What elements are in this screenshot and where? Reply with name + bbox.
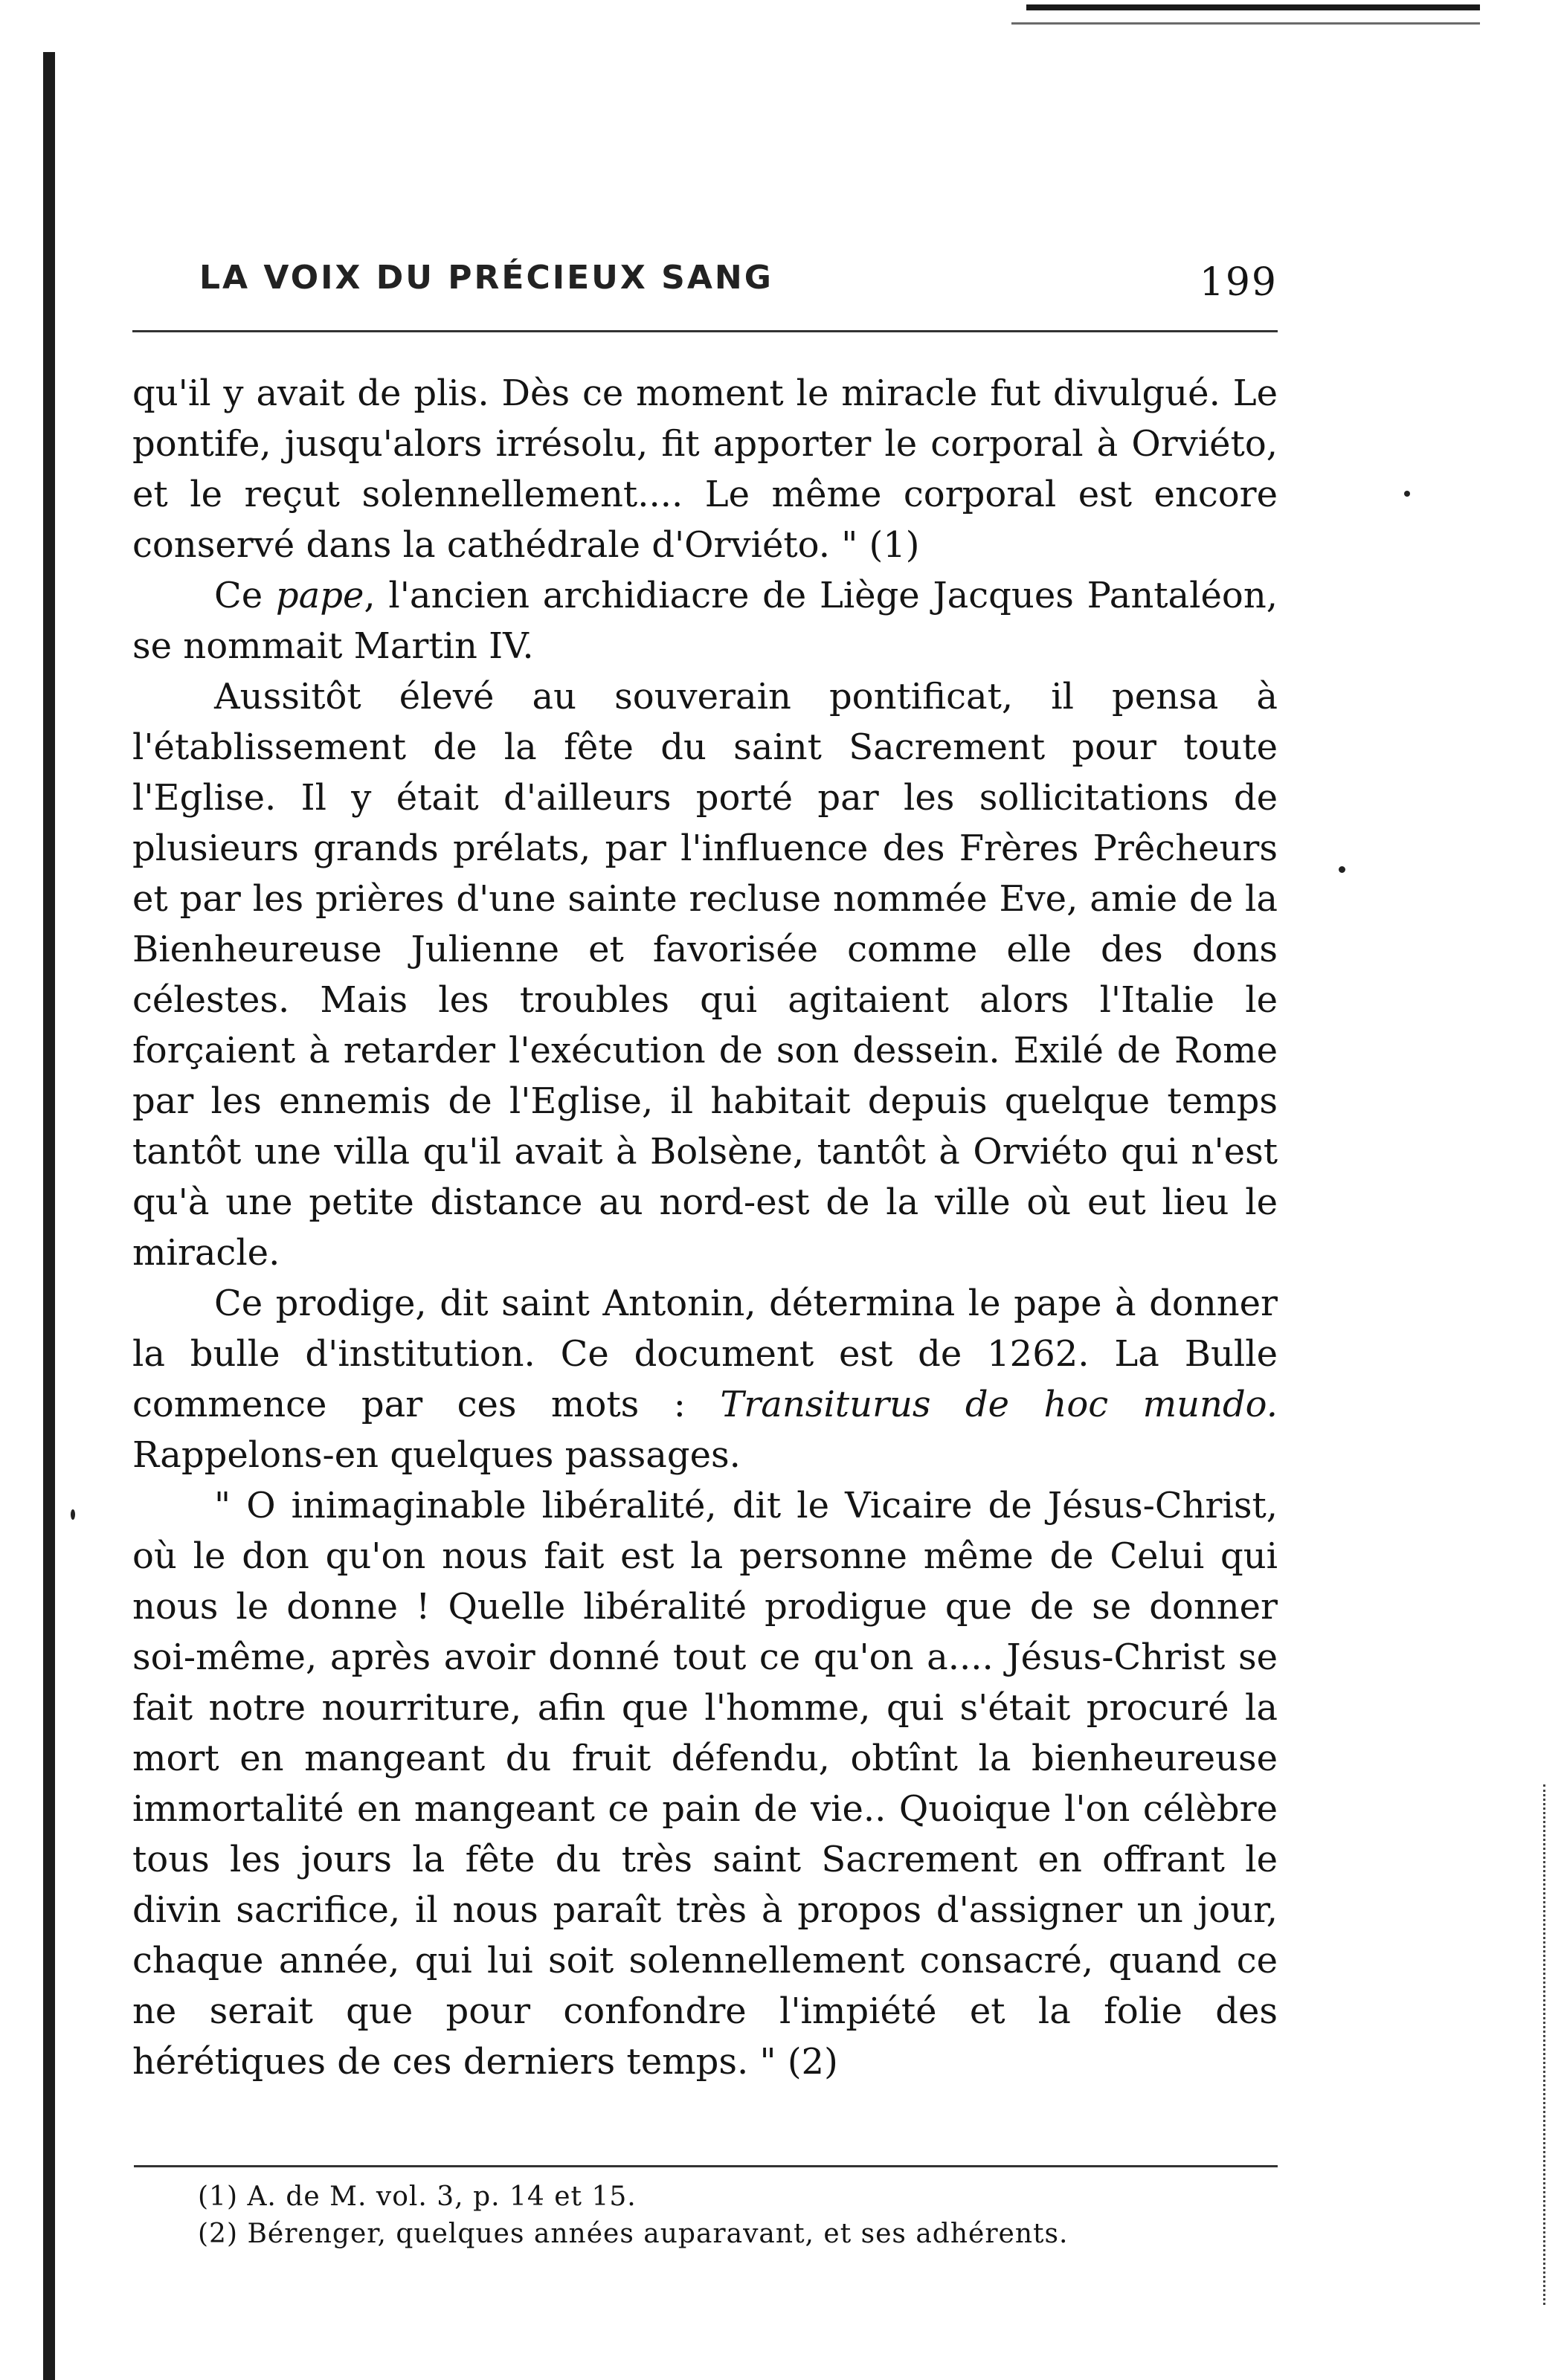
- scan-speck: [71, 1509, 75, 1520]
- paragraph-4-start: Ce prodige, dit saint Antonin, détermina le pape à donner la bulle d'institution. Ce document est de 1262. La Bulle commence par ces mots :: [132, 1283, 1278, 1425]
- paragraph-1: qu'il y avait de plis. Dès ce moment le miracle fut divulgué. Le pontife, jusqu'alors irrésolu, fit apporter le corporal à Orviéto, et le reçut solennellement.... Le même corporal est encore conservé dans la cathédrale d'Orviéto. " (1): [132, 373, 1278, 566]
- paragraph-2: [132, 570, 1278, 671]
- scan-speck: [1404, 491, 1410, 497]
- paragraph-4: [132, 1278, 1278, 1480]
- paragraph-2-italic: pape: [275, 575, 364, 616]
- paragraph-4-italic: Transiturus de hoc mundo.: [720, 1384, 1278, 1425]
- paragraph-4-rest: Rappelons-en quelques passages.: [132, 1434, 741, 1476]
- page-number: 199: [1199, 260, 1278, 305]
- book-page: [132, 253, 1278, 2249]
- paragraph-2-start: Ce: [214, 575, 276, 616]
- body-text: [132, 368, 1278, 2087]
- footnote-2: (2) Bérenger, quelques années auparavant, et ses adhérents.: [198, 2219, 1069, 2249]
- scan-top-border-thin: [1011, 22, 1480, 25]
- footnote-rule: [134, 2165, 1278, 2167]
- header-rule: [132, 330, 1278, 332]
- scan-right-edge-specks: [1543, 1784, 1553, 2305]
- paragraph-5: " O inimaginable libéralité, dit le Vicaire de Jésus-Christ, où le don qu'on nous fait est la personne même de Celui qui nous le donne ! Quelle libéralité prodigue que de se donner soi-même, après avoir donné tout ce qu'on a.... Jésus-Christ se fait notre nourriture, afin que l'homme, qui s'était procuré la mort en mangeant du fruit défendu, obtînt la bienheureuse immortalité en mangeant ce pain de vie.. Quoique l'on célèbre tous les jours la fête du très saint Sacrement en offrant le divin sacrifice, il nous paraît très à propos d'assigner un jour, chaque année, qui lui soit solennellement consacré, quand ce ne serait que pour confondre l'impiété et la folie des hérétiques de ces derniers temps. " (2): [132, 1485, 1278, 2083]
- scan-top-border: [1026, 4, 1480, 10]
- running-title: LA VOIX DU PRÉCIEUX SANG: [199, 259, 773, 297]
- paragraph-3: Aussitôt élevé au souverain pontificat, il pensa à l'établissement de la fête du saint Sacrement pour toute l'Eglise. Il y était d'ailleurs porté par les sollicitations de plusieurs grands prélats, par l'influence des Frères Prêcheurs et par les prières d'une sainte recluse nommée Eve, amie de la Bienheureuse Julienne et favorisée comme elle des dons célestes. Mais les troubles qui agitaient alors l'Italie le forçaient à retarder l'exécution de son dessein. Exilé de Rome par les ennemis de l'Eglise, il habitait depuis quelque temps tantôt une villa qu'il avait à Bolsène, tantôt à Orviéto qui n'est qu'à une petite distance au nord-est de la ville où eut lieu le miracle.: [132, 676, 1278, 1274]
- paragraph-2-rest: , l'ancien archidiacre de Liège Jacques Pantaléon, se nommait Martin IV.: [132, 575, 1278, 667]
- scan-left-edge: [43, 52, 55, 2380]
- scan-speck: [1339, 866, 1345, 873]
- footnote-1: (1) A. de M. vol. 3, p. 14 et 15.: [198, 2181, 637, 2212]
- footnotes: [198, 2179, 1269, 2253]
- running-head: [132, 253, 1278, 312]
